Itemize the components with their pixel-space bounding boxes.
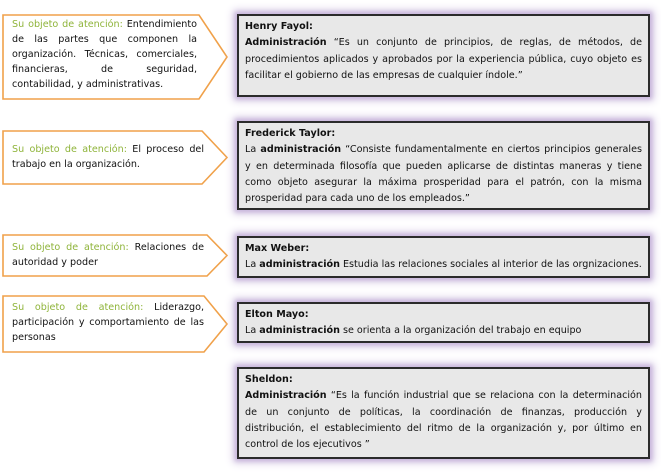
focus-arrow-mayo [2,295,230,353]
focus-description: Entendimiento de las partes que componen la organización. Técnicas, comerciales, financieras, de seguridad, contabilidad, y administrativas. [12,19,197,90]
author-name: Max Weber: [245,243,310,254]
focus-arrow-taylor [2,130,230,185]
author-card-sheldon [237,367,650,459]
author-name: Henry Fayol: [245,21,313,32]
focus-text [12,300,204,345]
definition-keyword: Administración [245,390,327,402]
author-name: Frederick Taylor: [245,128,336,139]
definition-text: Estudia las relaciones sociales al interior de las orgnizaciones. [339,259,642,271]
focus-label: Su objeto de atención: [12,302,144,313]
definition-keyword: administración [259,259,340,271]
definition-prefix: La [245,259,260,271]
focus-label: Su objeto de atención: [12,19,123,30]
focus-description: Relaciones de autoridad y poder [12,242,204,268]
author-name: Sheldon: [245,374,293,385]
focus-text [12,142,204,172]
definition-text: se orienta a la organización del trabajo en equipo [339,325,582,337]
focus-description: El proceso del trabajo en la organización. [12,144,204,170]
definition-text: “Consiste fundamentalmente en ciertos principios generales y en determinada filosofía que pueden aplicarse de distintas maneras y tiene como objeto asegurar la máxima prosperidad para el patrón, con la misma prosperidad para cada uno de los empleados.” [245,144,642,205]
definition-keyword: administración [260,144,342,156]
focus-label: Su objeto de atención: [12,144,127,155]
author-card-mayo [237,302,650,343]
focus-text [12,240,204,270]
definition-prefix: La [245,325,260,337]
definition-text: “Es un conjunto de principios, de reglas, de métodos, de procedimientos aplicados y aprobados por la experiencia pública, cuyo objeto es facilitar el gobierno de las empresas de cualquier índole.” [245,37,642,81]
author-card-taylor [237,121,650,210]
focus-arrow-weber [2,234,230,277]
definition-text: “Es la función industrial que se relaciona con la determinación de un conjunto de políticas, la coordinación de finanzas, producción y distribución, el establecimiento del ritmo de la organización y, por último en control de los ejecutivos ” [245,390,642,451]
focus-text [12,17,197,92]
author-card-weber [237,236,650,278]
definition-prefix: La [245,144,261,156]
definition-keyword: Administración [245,37,327,49]
definition-keyword: administración [259,325,340,337]
focus-arrow-fayol [2,14,230,100]
focus-description: Liderazgo, participación y comportamiento de las personas [12,302,205,343]
author-card-fayol [237,14,650,97]
author-name: Elton Mayo: [245,309,309,320]
focus-label: Su objeto de atención: [12,242,129,253]
